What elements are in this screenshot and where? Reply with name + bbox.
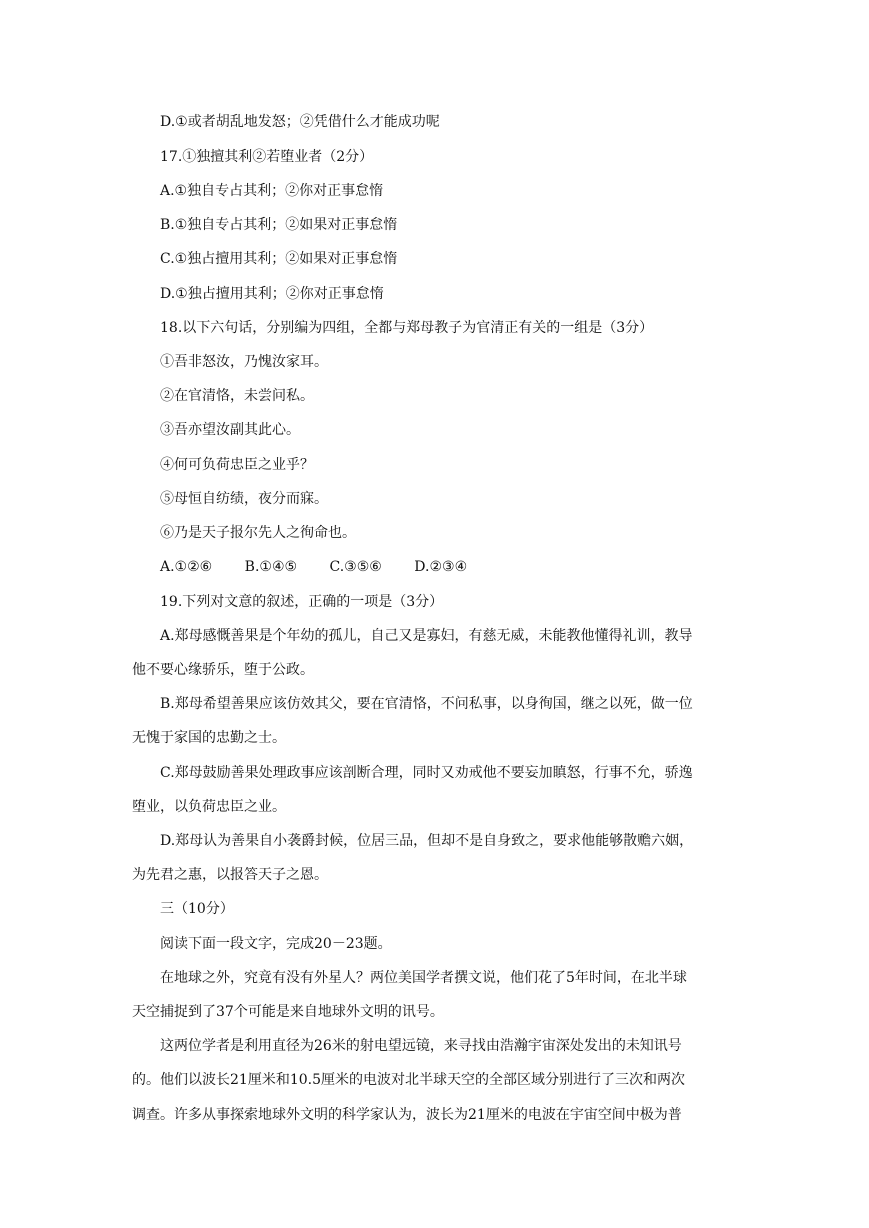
passage-p1-line1: 在地球之外，究竟有没有外星人？两位美国学者撰文说，他们花了5年时间，在北半球 bbox=[160, 970, 687, 986]
reading-instruction: 阅读下面一段文字，完成20－23题。 bbox=[160, 936, 392, 952]
section-3-heading: 三（10分） bbox=[160, 901, 234, 917]
q18-option-a: A.①②⑥ bbox=[160, 559, 213, 575]
q18-sentence-5: ⑤母恒自纺绩，夜分而寐。 bbox=[160, 491, 328, 507]
q19-option-d-line2: 为先君之惠，以报答天子之恩。 bbox=[132, 867, 328, 883]
q18-option-d: D.②③④ bbox=[414, 559, 468, 575]
passage-p2-line3: 调查。许多从事探索地球外文明的科学家认为，波长为21厘米的电波在宇宙空间中极为普 bbox=[132, 1107, 682, 1123]
passage-p1-line2: 天空捕捉到了37个可能是来自地球外文明的讯号。 bbox=[132, 1004, 444, 1020]
q18-option-c: C.③⑤⑥ bbox=[329, 559, 382, 575]
q19-stem: 19.下列对文意的叙述，正确的一项是（3分） bbox=[160, 594, 444, 610]
q18-stem: 18.以下六句话，分别编为四组，全都与郑母教子为官清正有关的一组是（3分） bbox=[160, 320, 654, 336]
q19-option-c-line1: C.郑母鼓励善果处理政事应该剖断合理，同时又劝戒他不要妄加瞋怒，行事不允，骄逸 bbox=[160, 765, 693, 781]
q18-options bbox=[160, 557, 495, 577]
q19-option-b-line1: B.郑母希望善果应该仿效其父，要在官清恪，不问私事，以身徇国，继之以死，做一位 bbox=[160, 696, 693, 712]
q16-option-d: D.①或者胡乱地发怒；②凭借什么才能成功呢 bbox=[160, 114, 440, 130]
q18-option-b: B.①④⑤ bbox=[244, 559, 298, 575]
q19-option-c-line2: 堕业，以负荷忠臣之业。 bbox=[132, 799, 286, 815]
passage-p2-line1: 这两位学者是利用直径为26米的射电望远镜，来寻找由浩瀚宇宙深处发出的未知讯号 bbox=[160, 1038, 682, 1054]
q19-option-a-line2: 他不要心缘骄乐，堕于公政。 bbox=[132, 662, 314, 678]
q17-option-a: A.①独自专占其利；②你对正事怠惰 bbox=[160, 183, 384, 199]
passage-p2-line2: 的。他们以波长21厘米和10.5厘米的电波对北半球天空的全部区域分别进行了三次和两次 bbox=[132, 1072, 685, 1088]
q18-sentence-2: ②在官清恪，未尝问私。 bbox=[160, 388, 314, 404]
q18-sentence-1: ①吾非怒汝，乃愧汝家耳。 bbox=[160, 354, 328, 370]
q17-option-c: C.①独占擅用其利；②如果对正事怠惰 bbox=[160, 251, 398, 267]
q18-sentence-3: ③吾亦望汝副其此心。 bbox=[160, 422, 300, 438]
q19-option-d-line1: D.郑母认为善果自小袭爵封候，位居三品，但却不是自身致之，要求他能够散赡六姻， bbox=[160, 833, 694, 849]
q17-stem: 17.①独擅其利②若堕业者（2分） bbox=[160, 149, 374, 165]
q19-option-b-line2: 无愧于家国的忠勤之士。 bbox=[132, 730, 286, 746]
q17-option-d: D.①独占擅用其利；②你对正事怠惰 bbox=[160, 286, 384, 302]
q18-sentence-6: ⑥乃是天子报尔先人之徇命也。 bbox=[160, 525, 356, 541]
q18-sentence-4: ④何可负荷忠臣之业乎？ bbox=[160, 457, 314, 473]
q19-option-a-line1: A.郑母感慨善果是个年幼的孤儿，自己又是寡妇，有慈无威，未能教他懂得礼训，教导 bbox=[160, 628, 693, 644]
q17-option-b: B.①独自专占其利；②如果对正事怠惰 bbox=[160, 217, 398, 233]
